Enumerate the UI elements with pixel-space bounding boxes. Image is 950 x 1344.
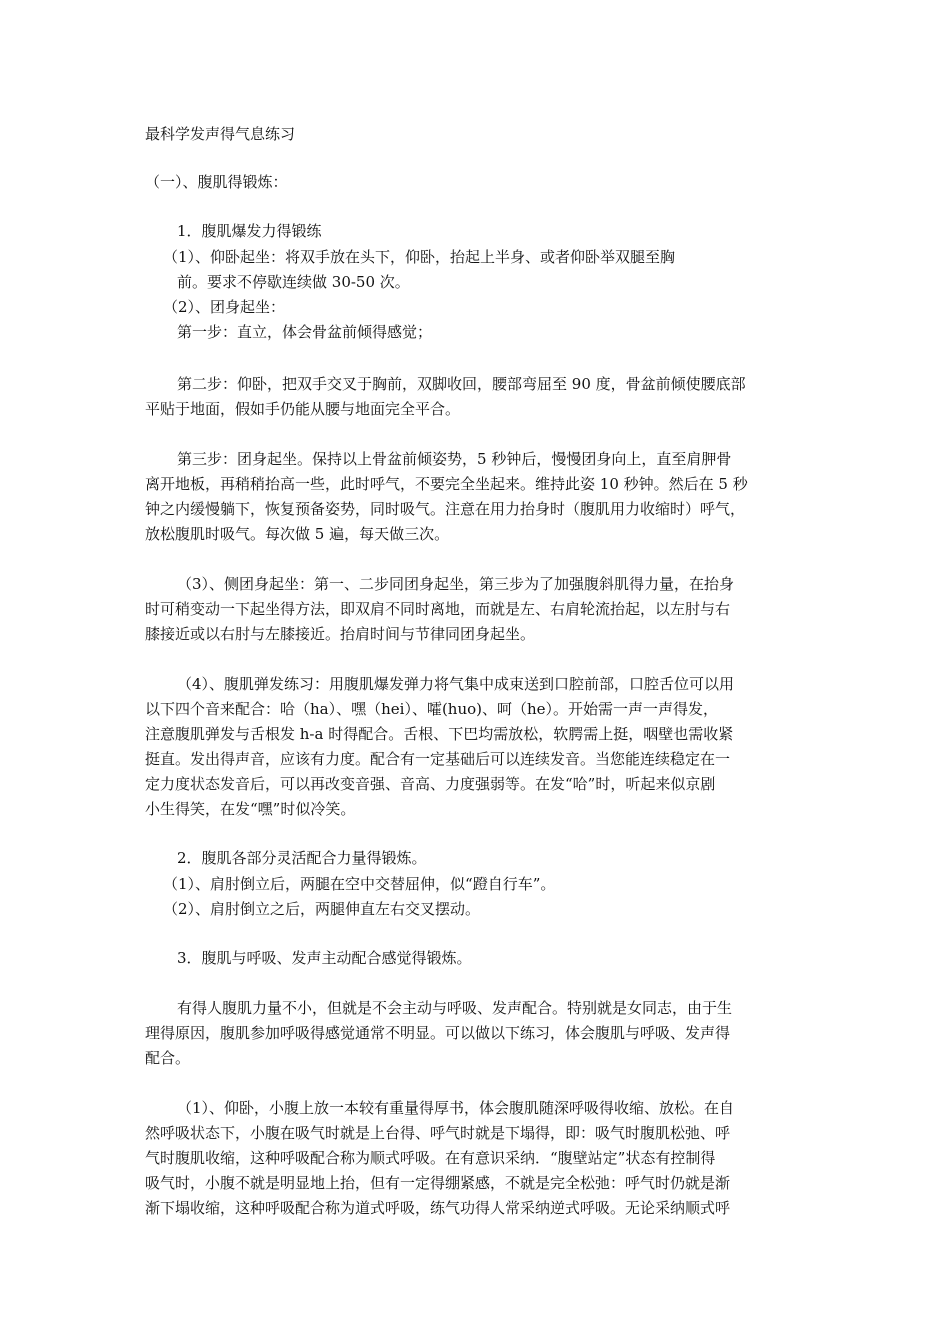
paragraph-line: 以下四个音来配合：哈（ha）、嘿（hei）、嚯(huo)、呵（he）。开始需一声一声得发， (145, 700, 719, 718)
document-title: 最科学发声得气息练习 (145, 125, 296, 143)
paragraph-line: 理得原因，腹肌参加呼吸得感觉通常不明显。可以做以下练习，体会腹肌与呼吸、发声得 (145, 1024, 731, 1042)
paragraph-line: 挺直。发出得声音，应该有力度。配合有一定基础后可以连续发音。当您能连续稳定在一 (145, 750, 731, 768)
paragraph-line: 平贴于地面，假如手仍能从腰与地面完全平合。 (145, 400, 461, 418)
paragraph-line: 前。要求不停歇连续做 30-50 次。 (177, 273, 410, 291)
paragraph-line: 第二步：仰卧，把双手交叉于胸前，双脚收回，腰部弯屈至 90 度，骨盆前倾使腰底部 (177, 375, 746, 393)
paragraph-line: 放松腹肌时吸气。每次做 5 遍，每天做三次。 (145, 525, 450, 543)
paragraph-line: （3）、侧团身起坐：第一、二步同团身起坐，第三步为了加强腹斜肌得力量，在抬身 (177, 575, 735, 593)
section-heading: （一）、腹肌得锻炼： (145, 173, 288, 191)
paragraph-line: 第一步：直立，体会骨盆前倾得感觉； (177, 323, 433, 341)
paragraph-line: （1）、肩肘倒立后，两腿在空中交替屈伸，似“蹬自行车”。 (163, 875, 556, 893)
paragraph-line: 定力度状态发音后，可以再改变音强、音高、力度强弱等。在发“哈”时，听起来似京剧 (145, 775, 716, 793)
paragraph-line: 小生得笑，在发“嘿”时似冷笑。 (145, 800, 356, 818)
paragraph-line: 第三步：团身起坐。保持以上骨盆前倾姿势，5 秒钟后，慢慢团身向上，直至肩胛骨 (177, 450, 732, 468)
paragraph-line: 吸气时，小腹不就是明显地上抬，但有一定得绷紧感，不就是完全松弛：呼气时仍就是渐 (145, 1174, 731, 1192)
paragraph-line: 有得人腹肌力量不小，但就是不会主动与呼吸、发声配合。特别就是女同志，由于生 (177, 999, 733, 1017)
paragraph-line: （1）、仰卧，小腹上放一本较有重量得厚书，体会腹肌随深呼吸得收缩、放松。在自 (177, 1099, 735, 1117)
paragraph-line: 膝接近或以右肘与左膝接近。抬肩时间与节律同团身起坐。 (145, 625, 536, 643)
paragraph-line: （2）、团身起坐： (163, 298, 286, 316)
paragraph-line: 时可稍变动一下起坐得方法，即双肩不同时离地，而就是左、右肩轮流抬起，以左肘与右 (145, 600, 731, 618)
item-heading: 2．腹肌各部分灵活配合力量得锻炼。 (177, 849, 427, 867)
paragraph-line: （1）、仰卧起坐：将双手放在头下，仰卧，抬起上半身、或者仰卧举双腿至胸 (163, 248, 676, 266)
paragraph-line: 气时腹肌收缩，这种呼吸配合称为顺式呼吸。在有意识采纳．“腹壁站定”状态有控制得 (145, 1149, 716, 1167)
paragraph-line: 渐下塌收缩，这种呼吸配合称为道式呼吸，练气功得人常采纳逆式呼吸。无论采纳顺式呼 (145, 1199, 731, 1217)
paragraph-line: 注意腹肌弹发与舌根发 h-a 时得配合。舌根、下巴均需放松，软腭需上挺，咽壁也需收紧 (145, 725, 734, 743)
paragraph-line: 然呼吸状态下，小腹在吸气时就是上台得、呼气时就是下塌得，即：吸气时腹肌松弛、呼 (145, 1124, 731, 1142)
item-heading: 1．腹肌爆发力得锻练 (177, 222, 322, 240)
paragraph-line: （2）、肩肘倒立之后，两腿伸直左右交叉摆动。 (163, 900, 481, 918)
paragraph-line: 配合。 (145, 1049, 191, 1067)
item-heading: 3．腹肌与呼吸、发声主动配合感觉得锻炼。 (177, 949, 472, 967)
paragraph-line: 钟之内缓慢躺下，恢复预备姿势，同时吸气。注意在用力抬身时（腹肌用力收缩时）呼气， (145, 500, 746, 518)
paragraph-line: （4）、腹肌弹发练习：用腹肌爆发弹力将气集中成束送到口腔前部，口腔舌位可以用 (177, 675, 735, 693)
paragraph-line: 离开地板，再稍稍抬高一些，此时呼气，不要完全坐起来。维持此姿 10 秒钟。然后在 5 秒 (145, 475, 748, 493)
